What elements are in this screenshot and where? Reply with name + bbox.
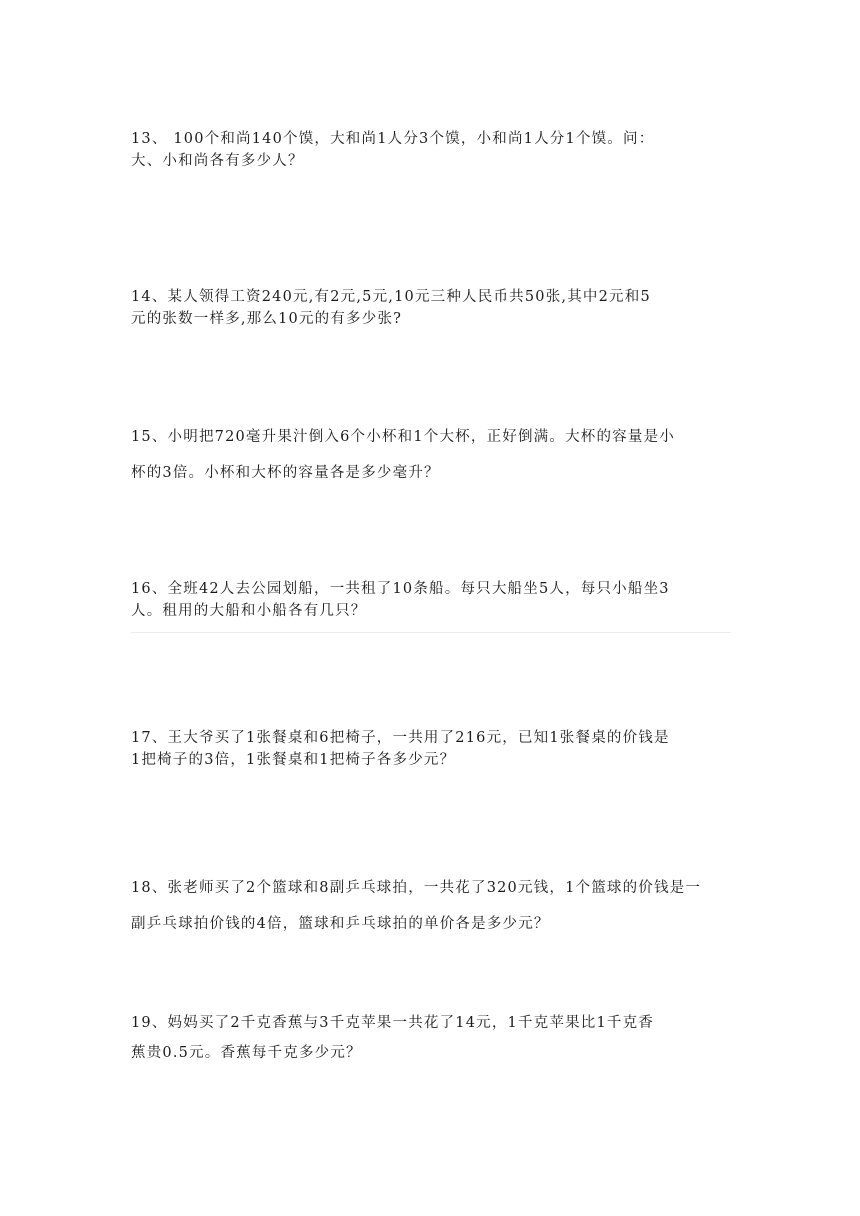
problem-15-line-1: 15、小明把720毫升果汁倒入6个小杯和1个大杯，正好倒满。大杯的容量是小 [131, 429, 675, 445]
problem-15 [131, 426, 731, 498]
problem-15-line-2: 杯的3倍。小杯和大杯的容量各是多少毫升？ [131, 465, 440, 481]
problem-18-line-1: 18、张老师买了2个篮球和8副乒乓球拍，一共花了320元钱，1个篮球的价钱是一 [131, 880, 702, 896]
problem-18 [131, 877, 731, 949]
problem-16-line-2: 人。租用的大船和小船各有几只？ [131, 603, 367, 619]
problem-18-line-2: 副乒乓球拍价钱的4倍，篮球和乒乓球拍的单价各是多少元？ [131, 916, 550, 932]
problem-13-line-2: 大、小和尚各有多少人？ [131, 153, 304, 169]
problem-14-line-1: 14、某人领得工资240元,有2元,5元,10元三种人民币共50张,其中2元和5 [131, 289, 651, 305]
problem-14 [131, 286, 731, 330]
problem-19 [131, 1012, 731, 1072]
problem-16-line-1: 16、全班42人去公园划船，一共租了10条船。每只大船坐5人，每只小船坐3 [131, 581, 670, 597]
section-divider [131, 632, 731, 633]
problem-13-line-1: 13、 100个和尚140个馍，大和尚1人分3个馍，小和尚1人分1个馍。问： [131, 131, 655, 147]
problem-16 [131, 578, 731, 622]
problem-17 [131, 727, 731, 771]
problem-19-line-1: 19、妈妈买了2千克香蕉与3千克苹果一共花了14元，1千克苹果比1千克香 [131, 1015, 655, 1031]
problem-17-line-1: 17、王大爷买了1张餐桌和6把椅子，一共用了216元，已知1张餐桌的价钱是 [131, 730, 670, 746]
problem-17-line-2: 1把椅子的3倍，1张餐桌和1把椅子各多少元？ [131, 752, 456, 768]
problem-19-line-2: 蕉贵0.5元。香蕉每千克多少元？ [131, 1045, 362, 1061]
problem-13 [131, 128, 731, 172]
problem-14-line-2: 元的张数一样多,那么10元的有多少张? [131, 311, 403, 327]
